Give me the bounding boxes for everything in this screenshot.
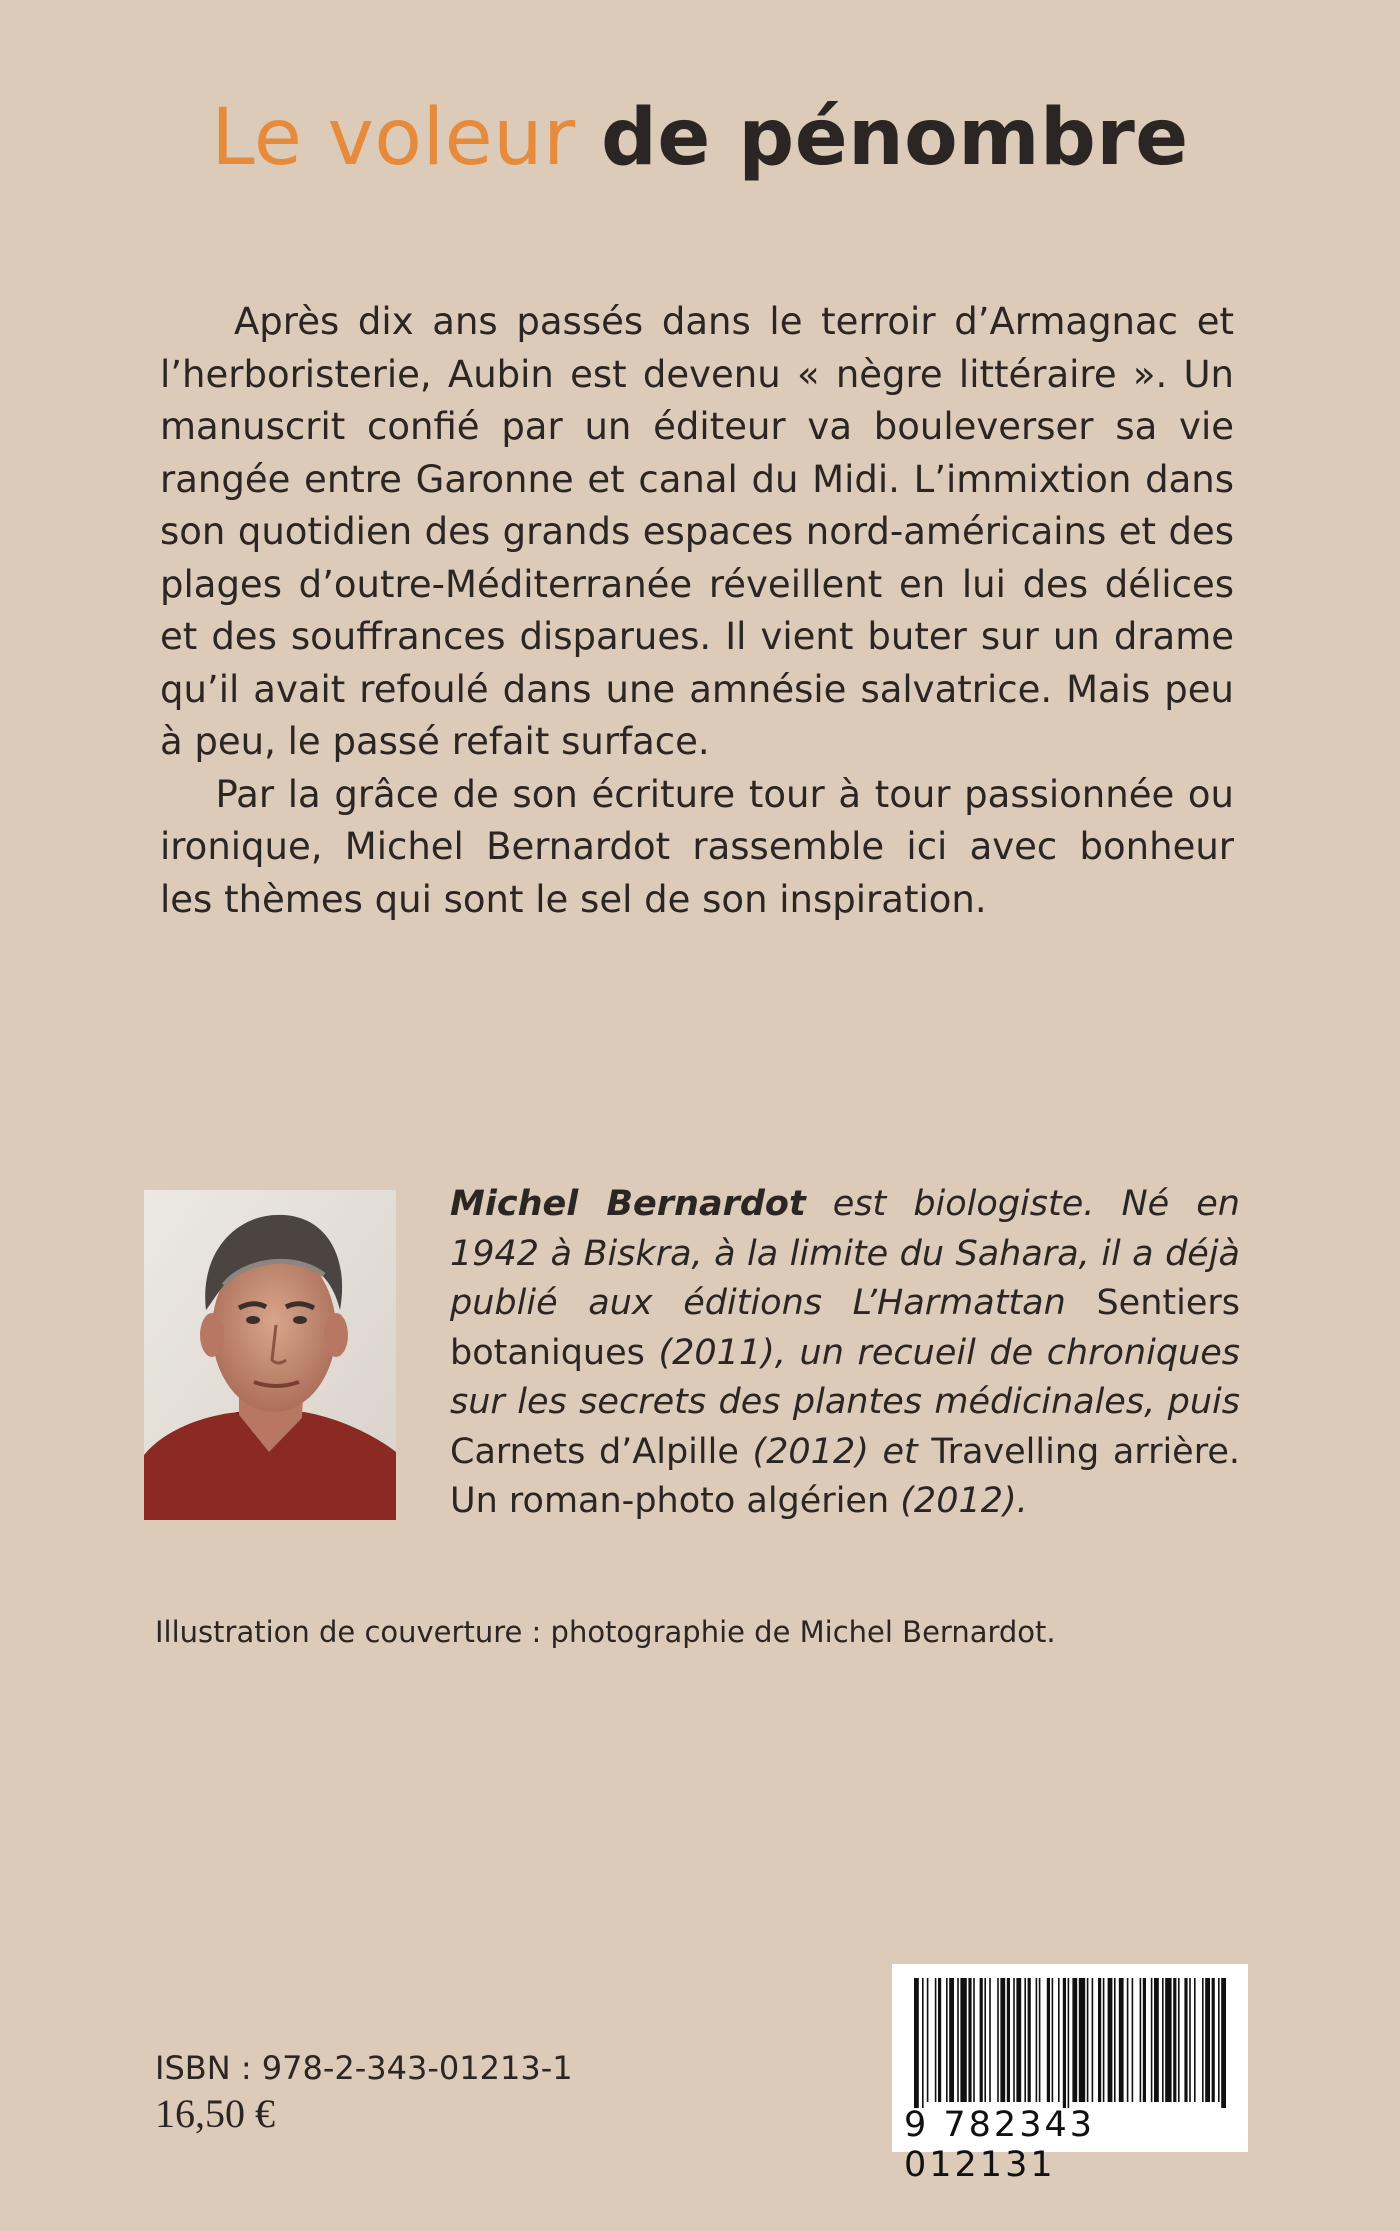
barcode-bar — [1165, 1978, 1171, 2102]
barcode-bar — [1202, 1978, 1204, 2102]
barcode-bar — [1162, 1978, 1164, 2102]
barcode-bar — [1039, 1978, 1041, 2102]
barcode — [892, 1964, 1248, 2185]
bio-book-3: Travelling arrière. Un roman-photo algérien — [450, 1431, 1240, 1521]
barcode-bar — [1047, 1978, 1050, 2102]
barcode-bar — [927, 1978, 929, 2102]
author-portrait-image — [144, 1190, 396, 1520]
barcode-bar — [1132, 1978, 1134, 2102]
barcode-bar — [1173, 1978, 1176, 2102]
barcode-bar — [1127, 1978, 1129, 2102]
synopsis-paragraph-1: Après dix ans passés dans le terroir d’Armagnac et l’herboristerie, Aubin est devenu « nègre littéraire ». Un manuscrit confié par un éditeur va bouleverser sa vie rangée entre Garonne et canal du Midi. L’immixtion dans son quotidien des grands espaces nord-américains et des plages d’outre-Méditerranée réveillent en lui des délices et des souffrances disparues. Il vient buter sur un drame qu’il avait refoulé dans une amnésie salvatrice. Mais peu à peu, le passé refait surface. — [160, 300, 1234, 763]
barcode-bar — [1052, 1978, 1054, 2102]
barcode-bar — [1108, 1978, 1113, 2102]
barcode-bar — [1079, 1978, 1085, 2102]
barcode-bar — [1212, 1978, 1215, 2102]
author-portrait — [144, 1190, 396, 1520]
barcode-bar — [1072, 1978, 1077, 2102]
barcode-bar — [938, 1978, 941, 2102]
barcode-bar — [968, 1978, 971, 2102]
barcode-bar — [997, 1978, 999, 2102]
barcode-bar — [1013, 1978, 1015, 2102]
author-bio — [450, 1180, 1240, 1527]
synopsis-paragraph-2: Par la grâce de son écriture tour à tour passionnée ou ironique, Michel Bernardot rassemble ici avec bonheur les thèmes qui sont le sel de son inspiration. — [160, 772, 1234, 921]
barcode-bar — [949, 1978, 954, 2102]
bio-text-3: (2012) et — [738, 1431, 932, 1472]
barcode-bar — [1218, 1978, 1220, 2102]
synopsis — [160, 296, 1234, 926]
bio-text-4: (2012). — [889, 1481, 1028, 1521]
barcode-bar — [1151, 1978, 1153, 2102]
barcode-bar — [1114, 1978, 1116, 2102]
barcode-bar — [1184, 1978, 1187, 2102]
barcode-bar — [1087, 1978, 1089, 2102]
bio-text-2: (2011), un recueil de chroniques sur les secrets des plantes médicinales, puis — [450, 1332, 1240, 1422]
barcode-bar — [960, 1978, 966, 2102]
barcode-bar — [1178, 1978, 1180, 2102]
bio-author-name: Michel Bernardot — [450, 1184, 806, 1224]
barcode-bar — [935, 1978, 937, 2102]
barcode-bar — [1189, 1978, 1191, 2102]
barcode-bar — [1068, 1978, 1070, 2108]
barcode-bar — [1016, 1978, 1021, 2102]
barcode-bar — [1119, 1978, 1124, 2102]
barcode-bar — [1000, 1978, 1005, 2102]
barcode-bar — [980, 1978, 983, 2102]
barcode-bar — [957, 1978, 959, 2102]
barcode-bar — [1007, 1978, 1010, 2102]
barcode-bar — [1194, 1978, 1196, 2102]
barcode-bar — [989, 1978, 991, 2102]
barcode-bar — [914, 1978, 919, 2108]
title-light: Le voleur — [211, 93, 576, 183]
cover-credit: Illustration de couverture : photographie de Michel Bernardot. — [155, 1615, 1056, 1649]
barcode-bar — [984, 1978, 986, 2102]
barcode-bar — [1103, 1978, 1105, 2102]
barcode-bar — [1024, 1978, 1026, 2102]
title-bold: de pénombre — [600, 93, 1189, 183]
barcode-bar — [1092, 1978, 1094, 2102]
barcode-bar — [1154, 1978, 1159, 2102]
price: 16,50 € — [155, 2091, 275, 2136]
barcode-bar — [1098, 1978, 1101, 2102]
barcode-bar — [1140, 1978, 1142, 2102]
barcode-bar — [1205, 1978, 1210, 2102]
barcode-bar — [946, 1978, 948, 2102]
bio-book-2: Carnets d’Alpille — [450, 1431, 739, 1472]
isbn: ISBN : 978-2-343-01213-1 — [155, 2049, 573, 2087]
barcode-bar — [1143, 1978, 1146, 2102]
barcode-bar — [973, 1978, 975, 2102]
book-title — [0, 90, 1400, 186]
barcode-bar — [922, 1978, 924, 2108]
barcode-bar — [1028, 1978, 1031, 2102]
barcode-bar — [1036, 1978, 1038, 2102]
bio-text-1: est biologiste. Né en 1942 à Biskra, à la limite du Sahara, il a déjà publié aux éditions L’Harmattan — [450, 1184, 1240, 1323]
barcode-bar — [1221, 1978, 1226, 2108]
barcode-digits: 9 782343 012131 — [904, 2105, 1096, 2185]
barcode-bar — [1063, 1978, 1066, 2108]
barcode-bar — [1058, 1978, 1060, 2102]
bio-book-1: Sentiers botaniques — [450, 1283, 1240, 1373]
